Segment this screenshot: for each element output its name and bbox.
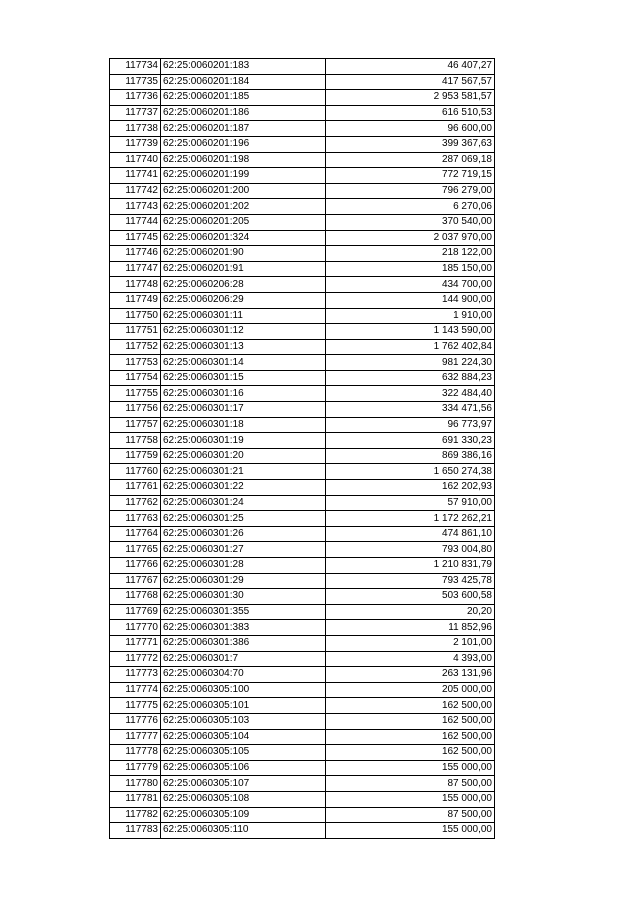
table-row [110, 433, 495, 449]
value-cell: 399 367,63 [326, 136, 495, 152]
table-row [110, 136, 495, 152]
table-row [110, 823, 495, 839]
row-number-cell: 117748 [110, 277, 161, 293]
row-number-cell: 117770 [110, 620, 161, 636]
row-number-cell: 117776 [110, 713, 161, 729]
value-cell: 185 150,00 [326, 261, 495, 277]
cadastral-number-cell: 62:25:0060301:11 [161, 308, 326, 324]
row-number-cell: 117775 [110, 698, 161, 714]
row-number-cell: 117759 [110, 448, 161, 464]
cadastral-number-cell: 62:25:0060301:30 [161, 589, 326, 605]
table-row [110, 246, 495, 262]
table-row [110, 386, 495, 402]
row-number-cell: 117744 [110, 214, 161, 230]
row-number-cell: 117749 [110, 292, 161, 308]
value-cell: 981 224,30 [326, 355, 495, 371]
row-number-cell: 117735 [110, 74, 161, 90]
value-cell: 162 500,00 [326, 729, 495, 745]
value-cell: 87 500,00 [326, 807, 495, 823]
row-number-cell: 117768 [110, 589, 161, 605]
table-row [110, 558, 495, 574]
value-cell: 632 884,23 [326, 370, 495, 386]
cadastral-number-cell: 62:25:0060301:18 [161, 417, 326, 433]
row-number-cell: 117769 [110, 604, 161, 620]
table-row [110, 152, 495, 168]
value-cell: 1 143 590,00 [326, 324, 495, 340]
row-number-cell: 117782 [110, 807, 161, 823]
cadastral-number-cell: 62:25:0060304:70 [161, 667, 326, 683]
table-row [110, 511, 495, 527]
table-row [110, 526, 495, 542]
row-number-cell: 117752 [110, 339, 161, 355]
value-cell: 87 500,00 [326, 776, 495, 792]
row-number-cell: 117771 [110, 635, 161, 651]
table-row [110, 339, 495, 355]
row-number-cell: 117761 [110, 480, 161, 496]
row-number-cell: 117763 [110, 511, 161, 527]
cadastral-number-cell: 62:25:0060301:22 [161, 480, 326, 496]
row-number-cell: 117764 [110, 526, 161, 542]
row-number-cell: 117781 [110, 791, 161, 807]
table-row [110, 417, 495, 433]
cadastral-number-cell: 62:25:0060201:324 [161, 230, 326, 246]
value-cell: 155 000,00 [326, 791, 495, 807]
table-row [110, 667, 495, 683]
value-cell: 1 910,00 [326, 308, 495, 324]
row-number-cell: 117756 [110, 402, 161, 418]
row-number-cell: 117760 [110, 464, 161, 480]
row-number-cell: 117780 [110, 776, 161, 792]
table-row [110, 448, 495, 464]
value-cell: 793 004,80 [326, 542, 495, 558]
value-cell: 57 910,00 [326, 495, 495, 511]
cadastral-number-cell: 62:25:0060201:184 [161, 74, 326, 90]
table-row [110, 745, 495, 761]
table-row [110, 651, 495, 667]
row-number-cell: 117734 [110, 59, 161, 75]
value-cell: 474 861,10 [326, 526, 495, 542]
cadastral-number-cell: 62:25:0060305:107 [161, 776, 326, 792]
cadastral-number-cell: 62:25:0060301:26 [161, 526, 326, 542]
cadastral-number-cell: 62:25:0060206:29 [161, 292, 326, 308]
value-cell: 869 386,16 [326, 448, 495, 464]
value-cell: 1 762 402,84 [326, 339, 495, 355]
cadastral-number-cell: 62:25:0060301:25 [161, 511, 326, 527]
table-body [110, 59, 495, 839]
table-row [110, 573, 495, 589]
value-cell: 46 407,27 [326, 59, 495, 75]
value-cell: 503 600,58 [326, 589, 495, 605]
cadastral-number-cell: 62:25:0060301:24 [161, 495, 326, 511]
cadastral-number-cell: 62:25:0060201:205 [161, 214, 326, 230]
value-cell: 263 131,96 [326, 667, 495, 683]
cadastral-number-cell: 62:25:0060301:12 [161, 324, 326, 340]
table-row [110, 604, 495, 620]
table-row [110, 480, 495, 496]
row-number-cell: 117766 [110, 558, 161, 574]
value-cell: 162 500,00 [326, 698, 495, 714]
value-cell: 417 567,57 [326, 74, 495, 90]
row-number-cell: 117746 [110, 246, 161, 262]
cadastral-number-cell: 62:25:0060301:13 [161, 339, 326, 355]
value-cell: 793 425,78 [326, 573, 495, 589]
value-cell: 1 172 262,21 [326, 511, 495, 527]
table-row [110, 402, 495, 418]
row-number-cell: 117783 [110, 823, 161, 839]
cadastral-number-cell: 62:25:0060305:101 [161, 698, 326, 714]
table-row [110, 261, 495, 277]
row-number-cell: 117772 [110, 651, 161, 667]
value-cell: 691 330,23 [326, 433, 495, 449]
value-cell: 155 000,00 [326, 823, 495, 839]
row-number-cell: 117741 [110, 168, 161, 184]
cadastral-number-cell: 62:25:0060305:109 [161, 807, 326, 823]
table-row [110, 713, 495, 729]
value-cell: 616 510,53 [326, 105, 495, 121]
value-cell: 796 279,00 [326, 183, 495, 199]
row-number-cell: 117747 [110, 261, 161, 277]
table-row [110, 370, 495, 386]
value-cell: 1 650 274,38 [326, 464, 495, 480]
value-cell: 96 600,00 [326, 121, 495, 137]
cadastral-number-cell: 62:25:0060201:183 [161, 59, 326, 75]
row-number-cell: 117740 [110, 152, 161, 168]
cadastral-number-cell: 62:25:0060301:16 [161, 386, 326, 402]
row-number-cell: 117745 [110, 230, 161, 246]
cadastral-number-cell: 62:25:0060206:28 [161, 277, 326, 293]
table-row [110, 214, 495, 230]
table-row [110, 74, 495, 90]
cadastral-number-cell: 62:25:0060305:106 [161, 760, 326, 776]
cadastral-number-cell: 62:25:0060301:15 [161, 370, 326, 386]
cadastral-number-cell: 62:25:0060301:355 [161, 604, 326, 620]
row-number-cell: 117757 [110, 417, 161, 433]
cadastral-number-cell: 62:25:0060305:100 [161, 682, 326, 698]
row-number-cell: 117751 [110, 324, 161, 340]
table-row [110, 105, 495, 121]
cadastral-number-cell: 62:25:0060305:108 [161, 791, 326, 807]
value-cell: 1 210 831,79 [326, 558, 495, 574]
value-cell: 20,20 [326, 604, 495, 620]
value-cell: 162 500,00 [326, 713, 495, 729]
cadastral-number-cell: 62:25:0060201:196 [161, 136, 326, 152]
table-row [110, 324, 495, 340]
table-row [110, 495, 495, 511]
cadastral-number-cell: 62:25:0060301:19 [161, 433, 326, 449]
cadastral-number-cell: 62:25:0060201:200 [161, 183, 326, 199]
cadastral-number-cell: 62:25:0060301:27 [161, 542, 326, 558]
value-cell: 334 471,56 [326, 402, 495, 418]
row-number-cell: 117737 [110, 105, 161, 121]
row-number-cell: 117750 [110, 308, 161, 324]
value-cell: 772 719,15 [326, 168, 495, 184]
value-cell: 4 393,00 [326, 651, 495, 667]
value-cell: 96 773,97 [326, 417, 495, 433]
value-cell: 6 270,06 [326, 199, 495, 215]
value-cell: 162 202,93 [326, 480, 495, 496]
row-number-cell: 117778 [110, 745, 161, 761]
table-row [110, 168, 495, 184]
cadastral-number-cell: 62:25:0060201:198 [161, 152, 326, 168]
table-row [110, 121, 495, 137]
row-number-cell: 117779 [110, 760, 161, 776]
row-number-cell: 117742 [110, 183, 161, 199]
cadastral-number-cell: 62:25:0060301:17 [161, 402, 326, 418]
value-cell: 144 900,00 [326, 292, 495, 308]
cadastral-number-cell: 62:25:0060301:7 [161, 651, 326, 667]
value-cell: 322 484,40 [326, 386, 495, 402]
cadastral-number-cell: 62:25:0060201:91 [161, 261, 326, 277]
table-row [110, 635, 495, 651]
table-row [110, 589, 495, 605]
table-row [110, 59, 495, 75]
value-cell: 434 700,00 [326, 277, 495, 293]
value-cell: 2 037 970,00 [326, 230, 495, 246]
cadastral-number-cell: 62:25:0060201:202 [161, 199, 326, 215]
cadastral-number-cell: 62:25:0060201:187 [161, 121, 326, 137]
row-number-cell: 117777 [110, 729, 161, 745]
cadastral-number-cell: 62:25:0060301:20 [161, 448, 326, 464]
cadastral-number-cell: 62:25:0060305:104 [161, 729, 326, 745]
table-row [110, 292, 495, 308]
value-cell: 2 101,00 [326, 635, 495, 651]
table-row [110, 230, 495, 246]
cadastral-number-cell: 62:25:0060301:28 [161, 558, 326, 574]
value-cell: 155 000,00 [326, 760, 495, 776]
row-number-cell: 117736 [110, 90, 161, 106]
row-number-cell: 117743 [110, 199, 161, 215]
cadastral-table [109, 58, 495, 839]
value-cell: 11 852,96 [326, 620, 495, 636]
value-cell: 162 500,00 [326, 745, 495, 761]
row-number-cell: 117739 [110, 136, 161, 152]
table-row [110, 682, 495, 698]
cadastral-number-cell: 62:25:0060301:14 [161, 355, 326, 371]
table-row [110, 760, 495, 776]
cadastral-number-cell: 62:25:0060305:105 [161, 745, 326, 761]
cadastral-number-cell: 62:25:0060301:29 [161, 573, 326, 589]
table-row [110, 308, 495, 324]
row-number-cell: 117738 [110, 121, 161, 137]
table-row [110, 791, 495, 807]
table-row [110, 620, 495, 636]
value-cell: 370 540,00 [326, 214, 495, 230]
table-row [110, 776, 495, 792]
cadastral-number-cell: 62:25:0060201:90 [161, 246, 326, 262]
table-row [110, 698, 495, 714]
row-number-cell: 117754 [110, 370, 161, 386]
table-row [110, 542, 495, 558]
table-row [110, 90, 495, 106]
value-cell: 205 000,00 [326, 682, 495, 698]
row-number-cell: 117773 [110, 667, 161, 683]
table-row [110, 199, 495, 215]
cadastral-number-cell: 62:25:0060301:21 [161, 464, 326, 480]
table-row [110, 729, 495, 745]
row-number-cell: 117755 [110, 386, 161, 402]
value-cell: 218 122,00 [326, 246, 495, 262]
cadastral-number-cell: 62:25:0060201:185 [161, 90, 326, 106]
cadastral-number-cell: 62:25:0060305:103 [161, 713, 326, 729]
table-row [110, 464, 495, 480]
cadastral-number-cell: 62:25:0060305:110 [161, 823, 326, 839]
cadastral-number-cell: 62:25:0060201:186 [161, 105, 326, 121]
value-cell: 2 953 581,57 [326, 90, 495, 106]
row-number-cell: 117762 [110, 495, 161, 511]
cadastral-number-cell: 62:25:0060301:383 [161, 620, 326, 636]
row-number-cell: 117753 [110, 355, 161, 371]
row-number-cell: 117765 [110, 542, 161, 558]
cadastral-number-cell: 62:25:0060301:386 [161, 635, 326, 651]
table-row [110, 183, 495, 199]
row-number-cell: 117767 [110, 573, 161, 589]
table-row [110, 807, 495, 823]
value-cell: 287 069,18 [326, 152, 495, 168]
table-row [110, 277, 495, 293]
row-number-cell: 117758 [110, 433, 161, 449]
cadastral-number-cell: 62:25:0060201:199 [161, 168, 326, 184]
row-number-cell: 117774 [110, 682, 161, 698]
table-row [110, 355, 495, 371]
